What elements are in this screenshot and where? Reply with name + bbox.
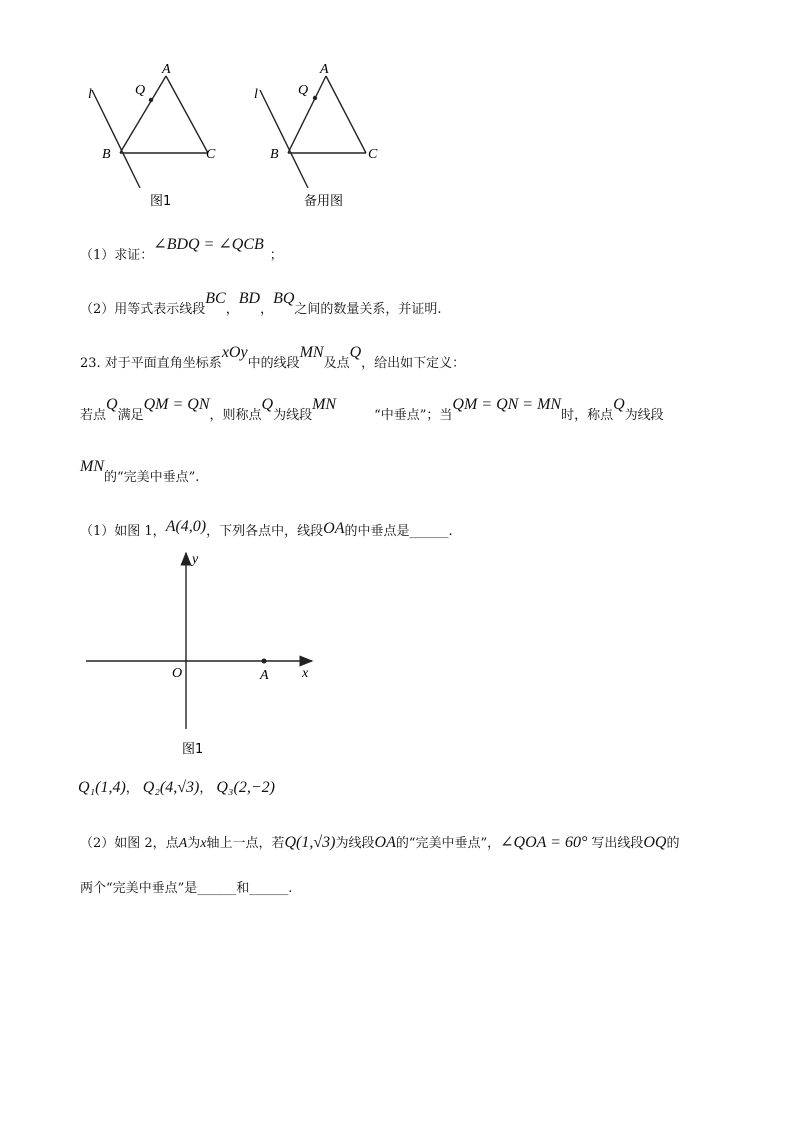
q23-options: Q₁(1,4)， Q₂(4,√3)， Q₃(2,−2) — [78, 779, 275, 796]
q23-part1: （1）如图 1，A(4,0)，下列各点中，线段OA的中垂点是______. — [80, 518, 453, 539]
label-Q: Q — [298, 83, 309, 98]
label-C: C — [206, 147, 216, 162]
label-l: l — [88, 87, 92, 102]
q23-part2-answer-line: 两个“完美中垂点”是______和______. — [80, 881, 293, 896]
triangle-figure-2 — [248, 60, 408, 210]
label-Q: Q — [135, 83, 146, 98]
label-l: l — [254, 87, 258, 102]
q23-part2: （2）如图 2，点A为x轴上一点，若Q(1,√3)为线段OA的“完美中垂点”，∠QOA = 60° 写出线段OQ的 — [80, 834, 680, 851]
origin-label: O — [172, 666, 183, 681]
label-A: A — [320, 62, 329, 77]
figure-caption: 备用图 — [304, 194, 344, 209]
q23-definition: 若点Q满足QM = QN，则称点Q为线段MN“中垂点”；当QM = QN = MN时，称点Q为线段 — [80, 396, 664, 423]
axis-y-label: y — [192, 552, 199, 567]
point-A-label: A — [260, 668, 269, 683]
q22-part1: （1）求证：∠BDQ = ∠QCB； — [80, 236, 283, 263]
q23-intro: 23. 对于平面直角坐标系xOy中的线段MN及点Q，给出如下定义： — [80, 344, 466, 371]
q23-definition-cont: MN的“完美中垂点”. — [80, 458, 200, 485]
triangle-figure-1 — [80, 60, 240, 210]
figure-caption: 图1 — [182, 742, 204, 757]
label-A: A — [162, 62, 171, 77]
coordinate-figure-1 — [80, 545, 320, 760]
q22-part2: （2）用等式表示线段BC，BD，BQ之间的数量关系，并证明. — [80, 290, 442, 317]
label-B: B — [102, 147, 111, 162]
axis-x-label: x — [302, 666, 309, 681]
figure-caption: 图1 — [150, 194, 172, 209]
label-C: C — [368, 147, 378, 162]
label-B: B — [270, 147, 279, 162]
